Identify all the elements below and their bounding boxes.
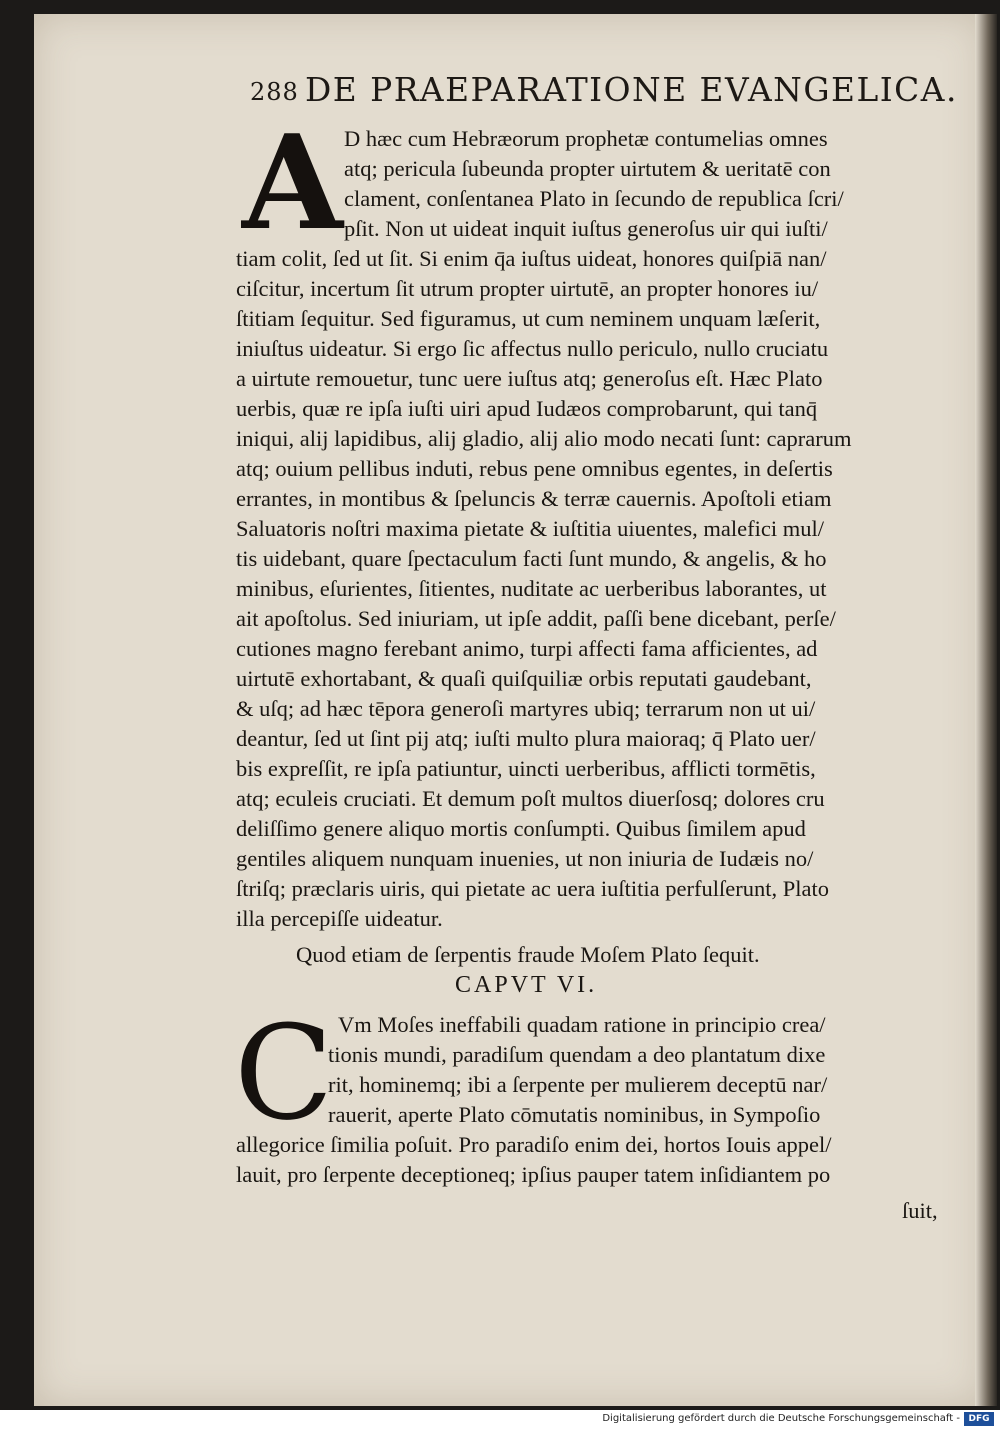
footer-credit: Digitalisierung gefördert durch die Deutsche Forschungsgemeinschaft - — [602, 1413, 960, 1424]
page-header — [250, 70, 970, 116]
text-line: cutiones magno ferebant animo, turpi affecti fama afficientes, ad — [236, 636, 818, 661]
text-line: deliſſimo genere aliquo mortis conſumpti. Quibus ſimilem apud — [236, 816, 806, 841]
page-number: 288 — [250, 78, 299, 106]
page-edge — [975, 14, 997, 1406]
text-line: bis expreſſit, re ipſa patiuntur, uincti uerberibus, afflicti tormētis, — [236, 756, 816, 781]
drop-cap-initial: C — [234, 997, 334, 1149]
text-line: uirtutē exhortabant, & quaſi quiſquiliæ orbis reputati gaudebant, — [236, 666, 812, 691]
drop-cap-initial: A — [242, 106, 343, 259]
text-line: iniuſtus uideatur. Si ergo ſic affectus nullo periculo, nullo cruciatu — [236, 336, 829, 361]
section-heading: Quod etiam de ſerpentis fraude Moſem Plato ſequit. — [296, 942, 760, 967]
text-line: Saluatoris noſtri maxima pietate & iuſtitia uiuentes, malefici mul/ — [236, 516, 824, 541]
text-line: errantes, in montibus & ſpeluncis & terræ cauernis. Apoſtoli etiam — [236, 486, 832, 511]
text-line: tis uidebant, quare ſpectaculum facti ſunt mundo, & angelis, & ho — [236, 546, 827, 571]
text-line: atq; pericula ſubeunda propter uirtutem & ueritatē con — [344, 156, 831, 181]
text-line: tiam colit, ſed ut ſit. Si enim q̄a iuſtus uideat, honores quiſpiā nan/ — [236, 246, 827, 271]
text-line: atq; eculeis cruciati. Et demum poſt multos diuerſosq; dolores cru — [236, 786, 825, 811]
running-title: DE PRAEPARATIONE EVANGELICA. — [305, 70, 958, 109]
text-line: clament, conſentanea Plato in ſecundo de republica ſcri/ — [344, 186, 844, 211]
text-line: gentiles aliquem nunquam inuenies, ut non iniuria de Iudæis no/ — [236, 846, 814, 871]
text-line: deantur, ſed ut ſint pij atq; iuſti multo plura maioraq; q̄ Plato uer/ — [236, 726, 816, 751]
text-line: allegorice ſimilia poſuit. Pro paradiſo enim dei, hortos Iouis appel/ — [236, 1132, 832, 1157]
text-line: ciſcitur, incertum ſit utrum propter uirtutē, an propter honores iu/ — [236, 276, 819, 301]
text-line: rauerit, aperte Plato cōmutatis nominibus, in Sympoſio — [328, 1102, 821, 1127]
text-line: ſtriſq; præclaris uiris, qui pietate ac uera iuſtitia perfulſerunt, Plato — [236, 876, 829, 901]
text-line: Vm Moſes ineffabili quadam ratione in principio crea/ — [338, 1012, 826, 1037]
text-line: pſit. Non ut uideat inquit iuſtus generoſus uir qui iuſti/ — [344, 216, 828, 241]
text-line: a uirtute remouetur, tunc uere iuſtus atq; generoſus eſt. Hæc Plato — [236, 366, 823, 391]
text-line: ait apoſtolus. Sed iniuriam, ut ipſe addit, paſſi bene dicebant, perſe/ — [236, 606, 836, 631]
text-line: atq; ouium pellibus induti, rebus pene omnibus egentes, in deſertis — [236, 456, 833, 481]
text-line: uerbis, quæ re ipſa iuſti uiri apud Iudæos comprobarunt, qui tanq̄ — [236, 396, 818, 421]
text-line: ſtitiam ſequitur. Sed figuramus, ut cum neminem unquam læſerit, — [236, 306, 821, 331]
chapter-title: CAPVT VI. — [455, 972, 598, 998]
dfg-logo: DFG — [964, 1412, 994, 1426]
text-line: illa percepiſſe uideatur. — [236, 906, 443, 931]
catchword: ſuit, — [902, 1198, 938, 1223]
text-line: tionis mundi, paradiſum quendam a deo plantatum dixe — [328, 1042, 826, 1067]
text-line: minibus, eſurientes, ſitientes, nuditate ac uerberibus laborantes, ut — [236, 576, 827, 601]
text-line: lauit, pro ſerpente deceptioneq; ipſius pauper tatem inſidiantem po — [236, 1162, 831, 1187]
text-line: rit, hominemq; ibi a ſerpente per mulierem deceptū nar/ — [328, 1072, 828, 1097]
text-line: iniqui, alij lapidibus, alij gladio, alij alio modo necati ſunt: caprarum — [236, 426, 852, 451]
text-line: D hæc cum Hebræorum prophetæ contumelias omnes — [344, 126, 828, 151]
text-line: & uſq; ad hæc tēpora generoſi martyres ubiq; terrarum non ut ui/ — [236, 696, 816, 721]
